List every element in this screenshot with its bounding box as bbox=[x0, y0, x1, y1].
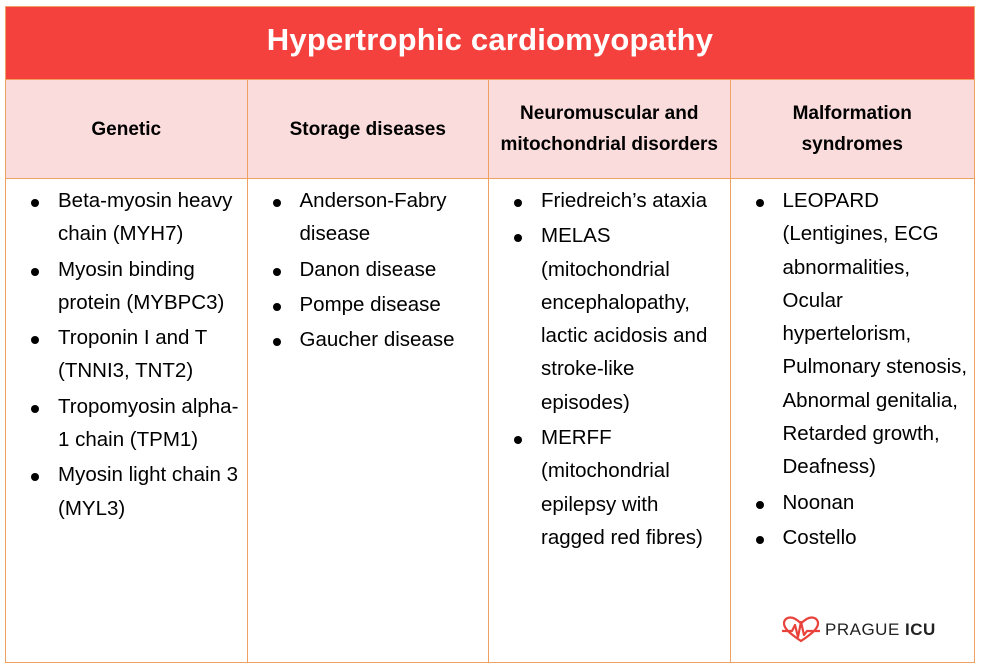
list-item: Troponin I and T (TNNI3, TNT2) bbox=[6, 321, 247, 388]
bullet-icon bbox=[31, 405, 39, 413]
list-item: Danon disease bbox=[248, 253, 489, 286]
bullet-icon bbox=[756, 501, 764, 509]
list-item: MERFF (mitochondrial epilepsy with ragged red fibres) bbox=[489, 421, 730, 554]
list-item: MELAS (mitochondrial encephalopathy, lactic acidosis and stroke-like episodes) bbox=[489, 219, 730, 419]
list-item: Gaucher disease bbox=[248, 323, 489, 356]
list-item: Myosin light chain 3 (MYL3) bbox=[6, 458, 247, 525]
column-neuromuscular bbox=[489, 179, 731, 662]
list-item: Costello bbox=[731, 521, 975, 554]
bullet-icon bbox=[273, 268, 281, 276]
list-item: Myosin binding protein (MYBPC3) bbox=[6, 253, 247, 320]
header-label: Neuromuscular and mitochondrial disorders bbox=[500, 103, 718, 155]
table-title: Hypertrophic cardiomyopathy bbox=[266, 22, 714, 57]
bullet-icon bbox=[31, 336, 39, 344]
bullet-icon bbox=[514, 199, 522, 207]
bullet-icon bbox=[514, 436, 522, 444]
item-list bbox=[731, 179, 975, 554]
item-list bbox=[489, 179, 730, 554]
bullet-icon bbox=[514, 234, 522, 242]
list-item: Tropomyosin alpha-1 chain (TPM1) bbox=[6, 390, 247, 457]
list-item: Friedreich’s ataxia bbox=[489, 184, 730, 217]
header-storage-diseases bbox=[248, 80, 490, 178]
bullet-icon bbox=[273, 303, 281, 311]
hcm-classification-table bbox=[5, 6, 975, 663]
bullet-icon bbox=[31, 199, 39, 207]
heart-ecg-icon bbox=[781, 616, 821, 644]
item-list bbox=[6, 179, 247, 525]
header-genetic bbox=[6, 80, 248, 178]
bullet-icon bbox=[31, 473, 39, 481]
column-malformation-syndromes bbox=[731, 179, 975, 662]
body-row bbox=[6, 179, 974, 662]
bullet-icon bbox=[273, 199, 281, 207]
bullet-icon bbox=[756, 536, 764, 544]
item-list bbox=[248, 179, 489, 356]
list-item: Anderson-Fabry disease bbox=[248, 184, 489, 251]
header-malformation-syndromes bbox=[731, 80, 975, 178]
column-genetic bbox=[6, 179, 248, 662]
title-bar bbox=[6, 7, 974, 80]
list-item: LEOPARD (Lentigines, ECG abnormalities, Ocular hypertelorism, Pulmonary stenosis, Abnormal genitalia, Retarded growth, Deafness) bbox=[731, 184, 975, 484]
header-label: Genetic bbox=[91, 118, 162, 140]
header-label: Storage diseases bbox=[289, 118, 446, 140]
header-neuromuscular bbox=[489, 80, 731, 178]
prague-icu-logo bbox=[781, 616, 936, 644]
header-row bbox=[6, 80, 974, 179]
bullet-icon bbox=[756, 199, 764, 207]
logo-text: PRAGUE ICU bbox=[825, 620, 936, 639]
column-storage-diseases bbox=[248, 179, 490, 662]
list-item: Beta-myosin heavy chain (MYH7) bbox=[6, 184, 247, 251]
bullet-icon bbox=[273, 338, 281, 346]
header-label: Malformation syndromes bbox=[792, 103, 912, 155]
list-item: Noonan bbox=[731, 486, 975, 519]
list-item: Pompe disease bbox=[248, 288, 489, 321]
bullet-icon bbox=[31, 268, 39, 276]
